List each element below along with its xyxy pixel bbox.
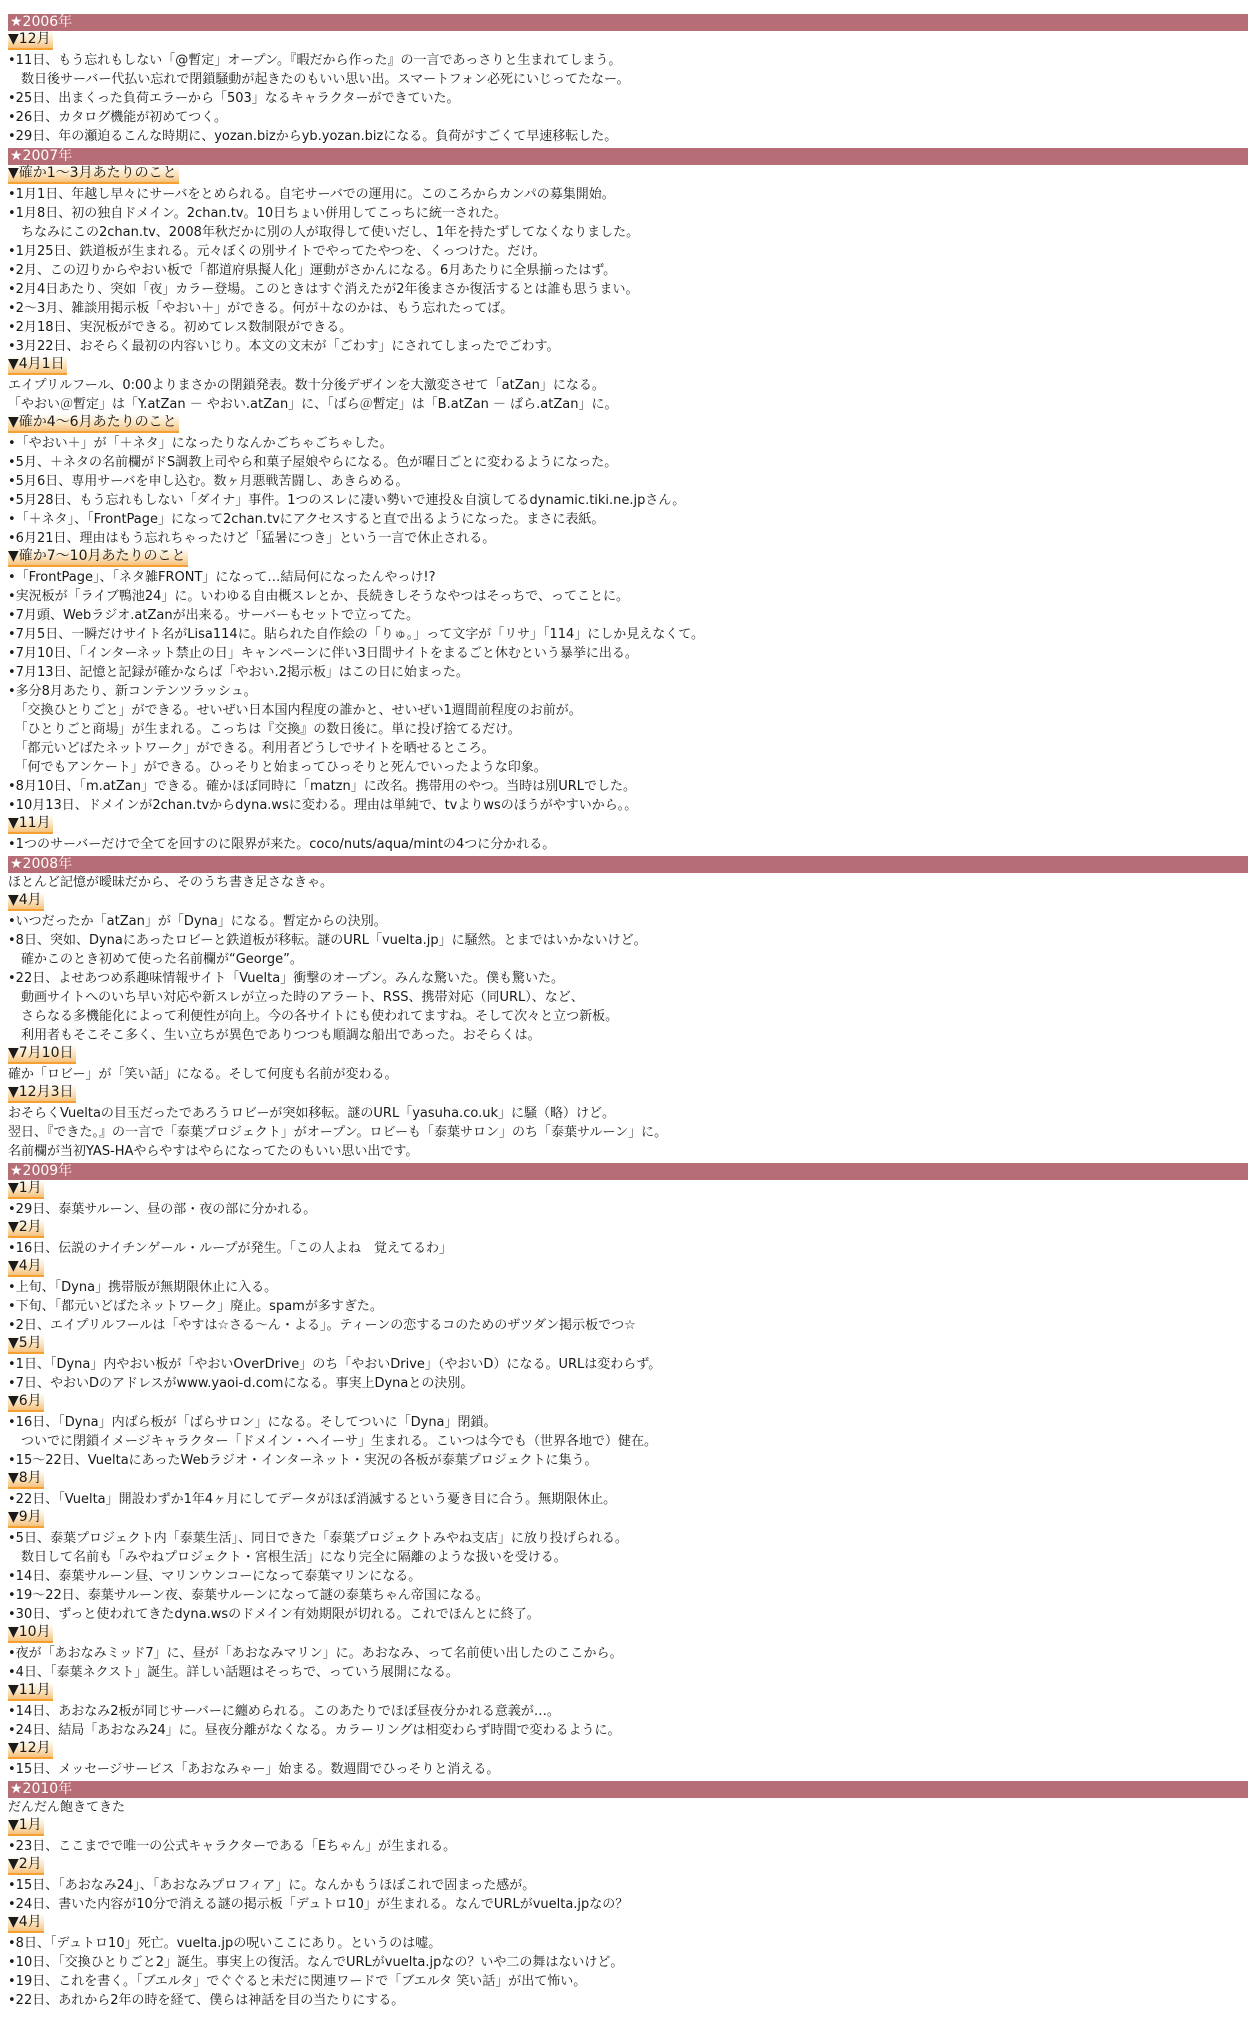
year-section [8, 856, 1248, 1161]
period-heading-row [8, 1219, 1248, 1239]
period-heading: ▼7月10日 [8, 1045, 76, 1064]
period-heading: ▼11月 [8, 815, 53, 834]
entry-line: •「FrontPage」、「ネタ雑FRONT」になって…結局何になったんやっけ!? [8, 570, 436, 585]
period-group [8, 1393, 1248, 1470]
entry-line: エイプリルフール、0:00よりまさかの閉鎖発表。数十分後デザインを大激変させて「atZan」になる。 [8, 378, 605, 393]
entry-line: •19日、これを書く。「ブエルタ」でぐぐると未だに関連ワードで「ブエルタ 笑い話」が出て怖い。 [8, 1974, 587, 1989]
section-intro: だんだん飽きてきた [8, 1800, 126, 1815]
period-heading-row [8, 548, 1248, 568]
entry-line: •24日、結局「あおなみ24」に。昼夜分離がなくなる。カラーリングは相変わらず時間で変わるように。 [8, 1723, 621, 1738]
entry-line: さらなる多機能化によって利便性が向上。今の各サイトにも使われてますね。そして次々と立つ新板。 [8, 1009, 619, 1024]
entry-line: •1月25日、鉄道板が生まれる。元々ぼくの別サイトでやってたやつを、くっつけた。だけ。 [8, 244, 546, 259]
entry-line: 利用者もそこそこ多く、生い立ちが異色でありつつも順調な船出であった。おそらくは。 [8, 1028, 541, 1043]
year-heading: ★2007年 [8, 148, 1248, 165]
entry-line: •8日、突如、Dynaにあったロビーと鉄道板が移転。謎のURL「vuelta.jp」に騒然。とまではいかないけど。 [8, 933, 647, 948]
period-heading-row [8, 892, 1248, 912]
period-group [8, 892, 1248, 1045]
entry-line: •「やおい＋」が「＋ネタ」になったりなんかごちゃごちゃした。 [8, 436, 393, 451]
period-heading-row [8, 1393, 1248, 1413]
period-heading-row [8, 815, 1248, 835]
entry-line: •5月、＋ネタの名前欄がドS調教上司やら和菓子屋娘やらになる。色が曜日ごとに変わるようになった。 [8, 455, 618, 470]
entry-line: •22日、よせあつめ系趣味情報サイト「Vuelta」衝撃のオープン。みんな驚いた。僕も驚いた。 [8, 971, 565, 986]
entry-line: •3月22日、おそらく最初の内容いじり。本文の文末が「ごわす」にされてしまったでごわす。 [8, 339, 560, 354]
period-heading: ▼1月 [8, 1817, 44, 1836]
entry-line: •19～22日、泰葉サルーン夜、泰葉サルーンになって謎の泰葉ちゃん帝国になる。 [8, 1588, 489, 1603]
entry-line: •8日、「デュトロ10」死亡。vuelta.jpの呪いここにあり。というのは嘘。 [8, 1936, 442, 1951]
entry-line: •11日、もう忘れもしない「@暫定」オープン。『暇だから作った』の一言であっさりと生まれてしまう。 [8, 53, 622, 68]
entry-line: •29日、泰葉サルーン、昼の部・夜の部に分かれる。 [8, 1202, 317, 1217]
period-group [8, 1335, 1248, 1393]
period-heading: ▼10月 [8, 1624, 53, 1643]
entry-line: 翌日、『できた。』の一言で「泰葉プロジェクト」がオープン。ロビーも「泰葉サロン」のち「泰葉サルーン」に。 [8, 1125, 668, 1140]
period-heading: ▼確か1～3月あたりのこと [8, 165, 179, 184]
entry-line: •4日、「泰葉ネクスト」誕生。詳しい話題はそっちで、っていう展開になる。 [8, 1665, 459, 1680]
entry-line: •1月8日、初の独自ドメイン。2chan.tv。10日ちょい併用してこっちに統一された。 [8, 206, 507, 221]
entry-line: •2月、この辺りからやおい板で「都道府県擬人化」運動がさかんになる。6月あたりに全県揃ったはず。 [8, 263, 617, 278]
period-heading-row [8, 414, 1248, 434]
entry-line: •2月4日あたり、突如「夜」カラー登場。このときはすぐ消えたが2年後まさか復活するとは誰も思うまい。 [8, 282, 639, 297]
entry-line: 「やおい＠暫定」は「Y.atZan － やおい.atZan」に、「ばら＠暫定」は「B.atZan － ばら.atZan」に。 [8, 397, 618, 412]
entry-line: 名前欄が当初YAS-HAやらやすはやらになってたのもいい思い出です。 [8, 1144, 419, 1159]
entry-line: 確か「ロビー」が「笑い話」になる。そして何度も名前が変わる。 [8, 1067, 398, 1082]
period-heading: ▼6月 [8, 1393, 44, 1412]
period-heading-row [8, 1740, 1248, 1760]
entry-line: •多分8月あたり、新コンテンツラッシュ。 [8, 684, 257, 699]
period-heading-row [8, 1258, 1248, 1278]
entry-line: •7月10日、「インターネット禁止の日」キャンペーンに伴い3日間サイトをまるごと休むという暴挙に出る。 [8, 646, 638, 661]
period-heading: ▼12月 [8, 31, 53, 50]
period-heading-row [8, 165, 1248, 185]
entry-line: •8月10日、「m.atZan」できる。確かほぼ同時に「matzn」に改名。携帯用のやつ。当時は別URLでした。 [8, 779, 637, 794]
entry-line: ついでに閉鎖イメージキャラクター「ドメイン・ヘイーサ」生まれる。こいつは今でも（世界各地で）健在。 [8, 1434, 657, 1449]
period-group [8, 1470, 1248, 1509]
entry-line: •22日、あれから2年の時を経て、僕らは神話を目の当たりにする。 [8, 1993, 405, 2008]
period-heading: ▼4月 [8, 892, 44, 911]
period-group [8, 356, 1248, 414]
entry-line: •14日、泰葉サルーン昼、マリンウンコーになって泰葉マリンになる。 [8, 1569, 422, 1584]
period-group [8, 1509, 1248, 1624]
year-heading: ★2009年 [8, 1163, 1248, 1180]
period-heading-row [8, 1817, 1248, 1837]
entry-line: •30日、ずっと使われてきたdyna.wsのドメイン有効期限が切れる。これでほんとに終了。 [8, 1607, 540, 1622]
entry-line: 確かこのとき初めて使った名前欄が“George”。 [8, 952, 303, 967]
period-heading: ▼4月 [8, 1258, 44, 1277]
entry-line: •16日、「Dyna」内ばら板が「ばらサロン」になる。そしてついに「Dyna」閉鎖。 [8, 1415, 497, 1430]
entry-line: •10月13日、ドメインが2chan.tvからdyna.wsに変わる。理由は単純で、tvよりwsのほうがやすいから。。 [8, 798, 638, 813]
period-group [8, 165, 1248, 356]
period-heading-row [8, 1624, 1248, 1644]
period-heading-row [8, 1180, 1248, 1200]
year-section [8, 1163, 1248, 1779]
period-group [8, 1180, 1248, 1219]
entry-line: 数日後サーバー代払い忘れで閉鎖騒動が起きたのもいい思い出。スマートフォン必死にいじってたなー。 [8, 72, 630, 87]
entry-line: •10日、「交換ひとりごと2」誕生。事実上の復活。なんでURLがvuelta.jpなの？いや二の舞はないけど。 [8, 1955, 624, 1970]
entry-line: •実況板が「ライブ鴨池24」に。いわゆる自由概スレとか、長続きしそうなやつはそっちで、ってことに。 [8, 589, 630, 604]
period-group [8, 1914, 1248, 2010]
year-heading: ★2006年 [8, 14, 1248, 31]
period-group [8, 1219, 1248, 1258]
entry-line: ちなみにこの2chan.tv、2008年秋だかに別の人が取得して使いだし、1年を持たずしてなくなりました。 [8, 225, 640, 240]
period-heading: ▼4月 [8, 1914, 44, 1933]
entry-line: •5月6日、専用サーバを申し込む。数ヶ月悪戦苦闘し、あきらめる。 [8, 474, 409, 489]
entry-line: 「ひとりごと商場」が生まれる。こっちは『交換』の数日後に。単に投げ捨てるだけ。 [8, 722, 521, 737]
entry-line: •24日、書いた内容が10分で消える謎の掲示板「デュトロ10」が生まれる。なんでURLがvuelta.jpなの？ [8, 1897, 629, 1912]
period-heading-row [8, 31, 1248, 51]
period-heading: ▼1月 [8, 1180, 44, 1199]
section-intro: ほとんど記憶が曖昧だから、そのうち書き足さなきゃ。 [8, 875, 334, 890]
year-heading: ★2010年 [8, 1781, 1248, 1798]
period-heading-row [8, 1045, 1248, 1065]
period-heading-row [8, 1914, 1248, 1934]
entry-line: •14日、あおなみ2板が同じサーバーに纏められる。このあたりでほぼ昼夜分かれる意義が…。 [8, 1704, 560, 1719]
entry-line: •7月5日、一瞬だけサイト名がLisa114に。貼られた自作絵の「りゅ。」って文字が「リサ」「114」にしか見えなくて。 [8, 627, 705, 642]
period-group [8, 1740, 1248, 1779]
entry-line: •「＋ネタ」、「FrontPage」になって2chan.tvにアクセスすると直で出るようになった。まさに表紙。 [8, 512, 605, 527]
period-heading-row [8, 1335, 1248, 1355]
entry-line: •15日、「あおなみ24」、「あおなみプロフィア」に。なんかもうほぼこれで固まった感が。 [8, 1878, 536, 1893]
entry-line: •29日、年の瀬迫るこんな時期に、yozan.bizからyb.yozan.bizになる。負荷がすごくて早速移転した。 [8, 129, 618, 144]
period-heading-row [8, 1084, 1248, 1104]
entry-line: •15～22日、VueltaにあったWebラジオ・インターネット・実況の各板が泰葉プロジェクトに集う。 [8, 1453, 598, 1468]
period-heading: ▼確か4～6月あたりのこと [8, 414, 179, 433]
period-heading: ▼12月3日 [8, 1084, 76, 1103]
period-heading: ▼2月 [8, 1856, 44, 1875]
period-heading: ▼9月 [8, 1509, 44, 1528]
entry-line: •6月21日、理由はもう忘れちゃったけど「猛暑につき」という一言で休止される。 [8, 531, 496, 546]
entry-line: •25日、出まくった負荷エラーから「503」なるキャラクターができていた。 [8, 91, 460, 106]
entry-line: •22日、「Vuelta」開設わずか1年4ヶ月にしてデータがほぼ消滅するという憂き目に合う。無期限休止。 [8, 1492, 617, 1507]
entry-line: •16日、伝説のナイチンゲール・ループが発生。「この人よね 覚えてるわ」 [8, 1241, 452, 1256]
entry-line: 「何でもアンケート」ができる。ひっそりと始まってひっそりと死んでいったような印象。 [8, 760, 547, 775]
entry-line: 「都元いどばたネットワーク」ができる。利用者どうしでサイトを晒せるところ。 [8, 741, 495, 756]
year-section [8, 1781, 1248, 2010]
entry-line: •2～3月、雑談用掲示板「やおい＋」ができる。何が＋なのかは、もう忘れたってば。 [8, 301, 514, 316]
entry-line: •夜が「あおなみミッド7」に、昼が「あおなみマリン」に。あおなみ、って名前使い出したのここから。 [8, 1646, 623, 1661]
period-group [8, 1045, 1248, 1084]
period-group [8, 1258, 1248, 1335]
entry-line: •5月28日、もう忘れもしない「ダイナ」事件。1つのスレに凄い勢いで連投＆自演してるdynamic.tiki.ne.jpさん。 [8, 493, 686, 508]
entry-line: •7日、やおいDのアドレスがwww.yaoi-d.comになる。事実上Dynaとの決別。 [8, 1376, 474, 1391]
entry-line: •1日、「Dyna」内やおい板が「やおいOverDrive」のち「やおいDrive」（やおいD）になる。URLは変わらず。 [8, 1357, 662, 1372]
entry-line: •2日、エイプリルフールは「やすは☆さる～ん・よる」。ティーンの恋するコのためのザツダン掲示板でつ☆ [8, 1318, 636, 1333]
period-group [8, 548, 1248, 815]
period-group [8, 1084, 1248, 1161]
period-heading: ▼8月 [8, 1470, 44, 1489]
period-heading-row [8, 1470, 1248, 1490]
period-heading-row [8, 1856, 1248, 1876]
year-section [8, 14, 1248, 146]
period-heading-row [8, 356, 1248, 376]
entry-line: •7月頭、Webラジオ.atZanが出来る。サーバーもセットで立ってた。 [8, 608, 419, 623]
period-heading: ▼12月 [8, 1740, 53, 1759]
entry-line: •2月18日、実況板ができる。初めてレス数制限ができる。 [8, 320, 353, 335]
entry-line: 「交換ひとりごと」ができる。せいぜい日本国内程度の誰かと、せいぜい1週間前程度のお前が。 [8, 703, 582, 718]
year-section [8, 148, 1248, 854]
period-heading: ▼4月1日 [8, 356, 67, 375]
entry-line: •いつだったか「atZan」が「Dyna」になる。暫定からの決別。 [8, 914, 387, 929]
entry-line: •26日、カタログ機能が初めてつく。 [8, 110, 227, 125]
period-group [8, 1682, 1248, 1740]
entry-line: •5日、泰葉プロジェクト内「泰葉生活」、同日できた「泰葉プロジェクトみやね支店」に放り投げられる。 [8, 1531, 628, 1546]
period-heading: ▼11月 [8, 1682, 53, 1701]
period-heading-row [8, 1682, 1248, 1702]
period-group [8, 414, 1248, 548]
year-heading: ★2008年 [8, 856, 1248, 873]
period-group [8, 1624, 1248, 1682]
period-group [8, 815, 1248, 854]
period-group [8, 1856, 1248, 1914]
entry-line: 数日して名前も「みやねプロジェクト・宮根生活」になり完全に隔離のような扱いを受ける。 [8, 1550, 567, 1565]
entry-line: •7月13日、記憶と記録が確かならば「やおい.2掲示板」はこの日に始まった。 [8, 665, 469, 680]
entry-line: おそらくVueltaの目玉だったであろうロビーが突如移転。謎のURL「yasuha.co.uk」に騒（略）けど。 [8, 1106, 615, 1121]
entry-line: •15日、メッセージサービス「あおなみゃー」始まる。数週間でひっそりと消える。 [8, 1762, 500, 1777]
period-heading-row [8, 1509, 1248, 1529]
entry-line: •下旬、「都元いどばたネットワーク」廃止。spamが多すぎた。 [8, 1299, 383, 1314]
period-heading: ▼確か7～10月あたりのこと [8, 548, 188, 567]
entry-line: •23日、ここまでで唯一の公式キャラクターである「Eちゃん」が生まれる。 [8, 1839, 457, 1854]
period-heading: ▼5月 [8, 1335, 44, 1354]
entry-line: •1月1日、年越し早々にサーバをとめられる。自宅サーバでの運用に。このころからカンパの募集開始。 [8, 187, 615, 202]
period-heading: ▼2月 [8, 1219, 44, 1238]
entry-line: •上旬、「Dyna」携帯版が無期限休止に入る。 [8, 1280, 278, 1295]
timeline-page [8, 12, 1248, 2010]
entry-line: •1つのサーバーだけで全てを回すのに限界が来た。coco/nuts/aqua/mintの4つに分かれる。 [8, 837, 556, 852]
period-group [8, 31, 1248, 146]
period-group [8, 1817, 1248, 1856]
entry-line: 動画サイトへのいち早い対応や新スレが立った時のアラート、RSS、携帯対応（同URL）、など、 [8, 990, 584, 1005]
